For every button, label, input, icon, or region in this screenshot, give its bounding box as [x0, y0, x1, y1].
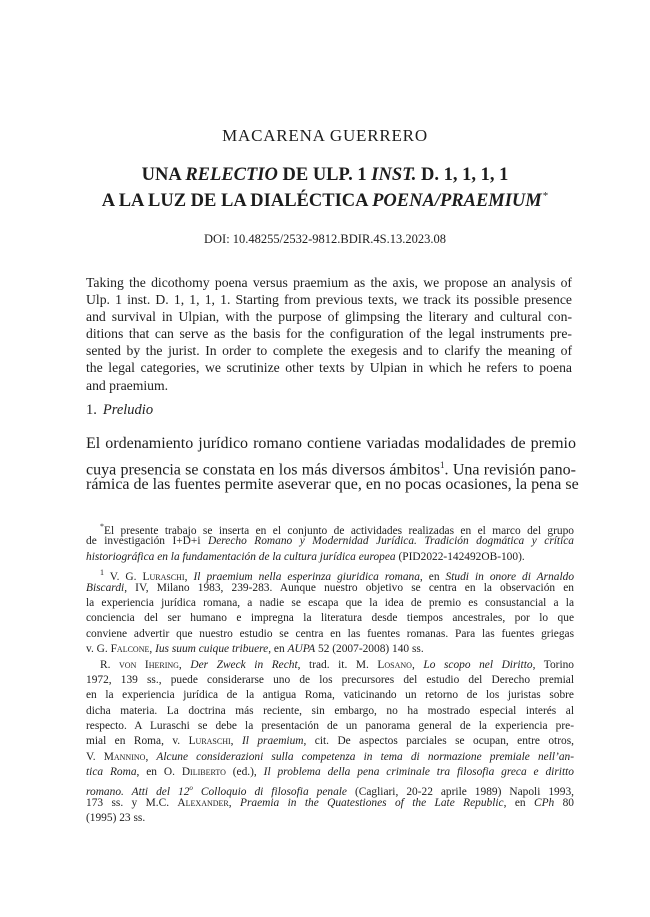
abstract-line: ditions that can serve as the basis for the configuration of the legal instruments pre-	[86, 326, 572, 342]
footnote-line: en la experiencia jurídica de la antigua Roma, vaticinando un retorno de los juristas sobre	[86, 689, 574, 702]
title-footnote-mark: *	[542, 190, 549, 202]
body-line: rámica de las fuentes permite aseverar que, en no pocas ocasiones, la pena se	[86, 476, 579, 494]
footnote-line: conciencia del ser humano e impregna la literatura desde tiempos ancestrales, por lo que	[86, 612, 574, 625]
section-heading	[86, 402, 153, 419]
footnote-line: mial en Roma, v. Luraschi, Il praemium, cit. De aspectos parciales se ocupan, entre otros,	[86, 735, 574, 748]
abstract-line: and survival in Ulpian, with the purpose of glimpsing the literary and cultural con-	[86, 309, 572, 325]
article-title-line-2: A LA LUZ DE LA DIALÉCTICA POENA/PRAEMIUM*	[101, 190, 549, 211]
abstract-line: the legal categories, we scrutinize other texts by Ulpian in which he refers to poena	[86, 360, 572, 376]
footnote-line: (1995) 23 ss.	[86, 812, 146, 825]
footnotes	[86, 519, 574, 827]
section-title: Preludio	[102, 402, 154, 418]
doi: DOI: 10.48255/2532-9812.BDIR.4S.13.2023.08	[203, 232, 447, 246]
footnote-line: romano. Atti del 12$^o$ Colloquio di filosofia penale (Cagliari, 20-22 aprile 1989) Napoli 1993,	[86, 783, 574, 798]
author-name: MACARENA GUERRERO	[222, 126, 428, 145]
footnote-ref: 1	[440, 459, 445, 470]
body-line: El ordenamiento jurídico romano contiene variadas modalidades de premio	[86, 435, 576, 452]
footnote-line: dicha materia. La doctrina más reciente, sin embargo, no ha mostrado especial interés al	[86, 704, 574, 717]
body-line: cuya presencia se constata en los más diversos ámbitos$^1$. Una revisión pano-	[86, 459, 576, 478]
abstract-line: Ulp. 1 inst. D. 1, 1, 1, 1. Starting from previous texts, we track its possible presence	[86, 292, 572, 308]
body-text	[86, 434, 579, 496]
footnote-line: Biscardi, IV, Milano 1983, 239-283. Aunque nuestro objetivo se centra en la observación en	[86, 581, 574, 594]
article-title-line-1: UNA RELECTIO DE ULP. 1 INST. D. 1, 1, 1, 1	[141, 165, 509, 185]
footnote-line: 173 ss. y M.C. Alexander, Praemia in the Quatestiones of the Late Republic, en CPh 80	[86, 797, 574, 810]
abstract-line: Taking the dicothomy poena versus praemium as the axis, we propose an analysis of	[86, 275, 572, 290]
abstract	[86, 274, 572, 394]
footnote-line: 1972, 139 ss., puede considerarse uno de los precursores del estudio del Derecho premial	[86, 673, 574, 686]
footnote-line: $^1$ V. G. Luraschi, Il praemium nella esperinza giuridica romana, en Studi in onore di Arnaldo	[100, 568, 575, 583]
footnote-line: conviene advertir que nuestro estudio se centra en las fuentes romanas. Para las fuentes griegas	[86, 627, 574, 640]
abstract-line: and praemium.	[86, 377, 169, 393]
footnote-line: R. von Ihering, Der Zweck in Recht, trad. it. M. Losano, Lo scopo nel Diritto, Torino	[100, 658, 575, 671]
footnote-line: tica Roma, en O. Diliberto (ed.), Il problema della pena criminale tra filosofia greca e diritto	[86, 766, 574, 779]
section-number: 1.	[86, 402, 97, 418]
footnote-line: historiográfica en la fundamentación de la cultura jurídica europea (PID2022-142492OB-100).	[86, 550, 525, 563]
footnote-line: respecto. A Luraschi se debe la presentación de un panorama general de la experiencia pre-	[86, 720, 574, 733]
abstract-line: sented by the jurist. In order to complete the exegesis and to clarify the meaning of	[86, 343, 572, 359]
footnote-line: *El presente trabajo se inserta en el conjunto de actividades realizadas en el marco del grupo	[100, 522, 574, 537]
footnote-line: V. Mannino, Alcune considerazioni sulla competenza in tema di normazione premiale nell’an-	[86, 750, 575, 763]
footnote-line: de investigación I+D+i Derecho Romano y Modernidad Jurídica. Tradición dogmática y crítica	[86, 535, 574, 548]
footnote-line: v. G. Falcone, Ius suum cuique tribuere, en AUPA 52 (2007-2008) 140 ss.	[86, 643, 424, 656]
footnote-line: la experiencia jurídica romana, a nadie se escapa que la idea de premio es consustancial a la	[86, 596, 574, 609]
